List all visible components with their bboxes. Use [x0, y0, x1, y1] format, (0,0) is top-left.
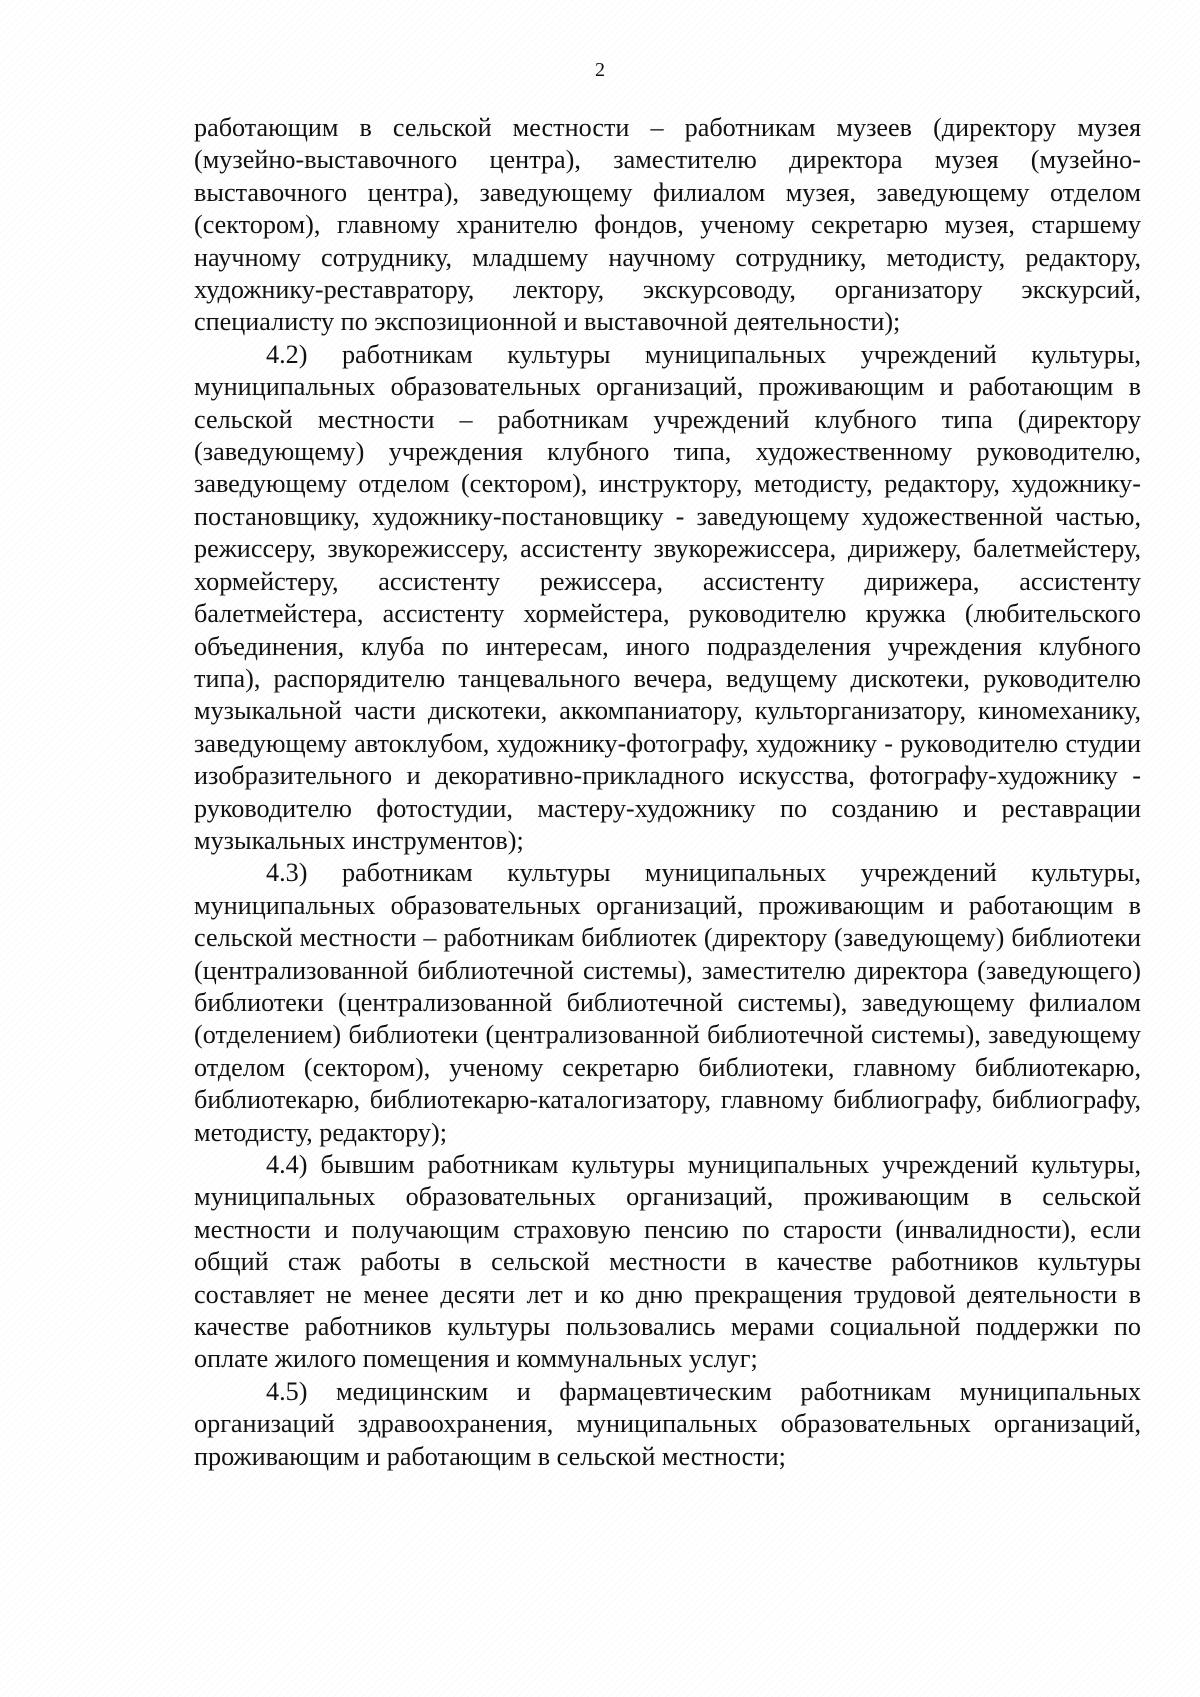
paragraph-4-5: 4.5) медицинским и фармацевтическим работникам муниципальных организаций здравоохранения, муниципальных образовательных организаций, проживающим и работающим в сельской местности; [194, 1376, 1141, 1471]
document-body [194, 112, 1141, 1473]
paragraph-continuation: работающим в сельской местности – работникам музеев (директору музея (музейно-выставочного центра), заместителю директора музея (музейно-выставочного центра), заведующему филиалом музея, заведующему отделом (сектором), главному хранителю фондов, ученому секретарю музея, старшему научному сотруднику, младшему научному сотруднику, методисту, редактору, художнику-реставратору, лектору, экскурсоводу, организатору экскурсий, специалисту по экспозиционной и выставочной деятельности); [194, 113, 1141, 337]
paragraph-4-3: 4.3) работникам культуры муниципальных учреждений культуры, муниципальных образовательных организаций, проживающим и работающим в сельской местности – работникам библиотек (директору (заведующему) библиотеки (централизованной библиотечной системы), заместителю директора (заведующего) библиотеки (централизованной библиотечной системы), заведующему филиалом (отделением) библиотеки (централизованной библиотечной системы), заведующему отделом (сектором), ученому секретарю библиотеки, главному библиотекарю, библиотекарю, библиотекарю-каталогизатору, главному библиографу, библиографу, методисту, редактору); [194, 858, 1141, 1147]
paragraph-4-2: 4.2) работникам культуры муниципальных учреждений культуры, муниципальных образовательных организаций, проживающим и работающим в сельской местности – работникам учреждений клубного типа (директору (заведующему) учреждения клубного типа, художественному руководителю, заведующему отделом (сектором), инструктору, методисту, редактору, художнику-постановщику, художнику-постановщику - заведующему художественной частью, режиссеру, звукорежиссеру, ассистенту звукорежиссера, дирижеру, балетмейстеру, хормейстеру, ассистенту режиссера, ассистенту дирижера, ассистенту балетмейстера, ассистенту хормейстера, руководителю кружка (любительского объединения, клуба по интересам, иного подразделения учреждения клубного типа), распорядителю танцевального вечера, ведущему дискотеки, руководителю музыкальной части дискотеки, аккомпаниатору, культорганизатору, киномеханику, заведующему автоклубом, художнику-фотографу, художнику - руководителю студии изобразительного и декоративно-прикладного искусства, фотографу-художнику - руководителю фотостудии, мастеру-художнику по созданию и реставрации музыкальных инструментов); [194, 339, 1141, 855]
paragraph-4-4: 4.4) бывшим работникам культуры муниципальных учреждений культуры, муниципальных образовательных организаций, проживающим в сельской местности и получающим страховую пенсию по старости (инвалидности), если общий стаж работы в сельской местности в качестве работников культуры составляет не менее десяти лет и ко дню прекращения трудовой деятельности в качестве работников культуры пользовались мерами социальной поддержки по оплате жилого помещения и коммунальных услуг; [194, 1150, 1141, 1374]
page-number: 2 [595, 59, 605, 81]
